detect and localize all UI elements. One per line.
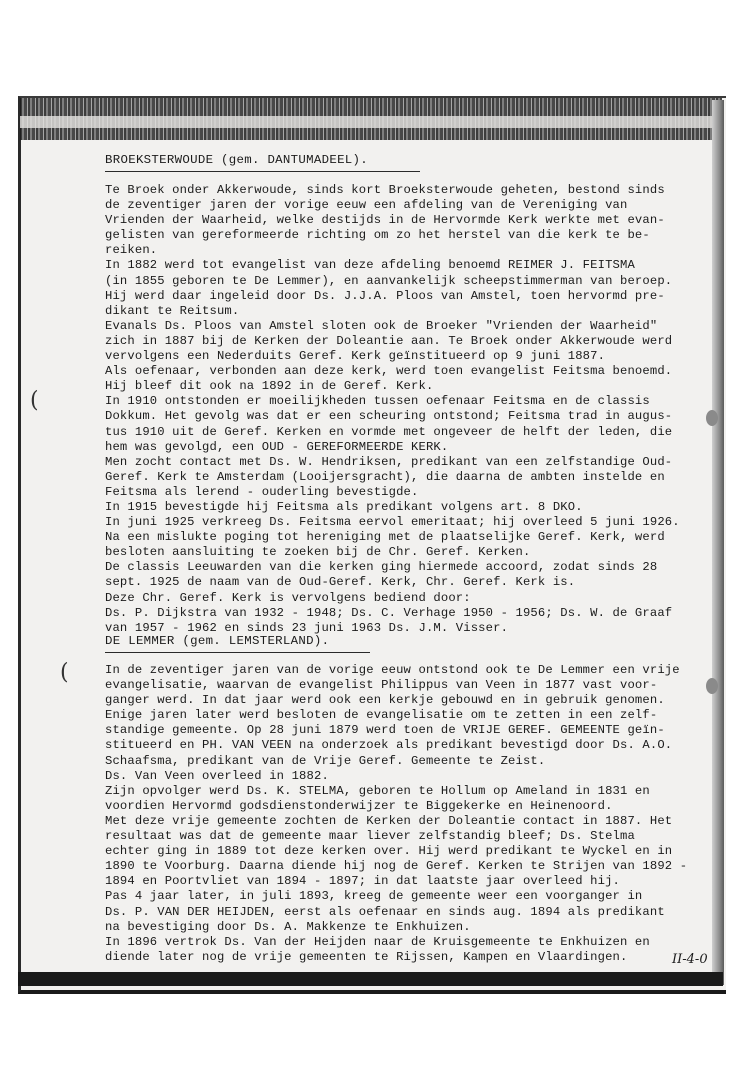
text-line: diende later nog de vrije gemeenten te Rijssen, Kampen en Vlaardingen. bbox=[105, 949, 628, 964]
text-line: Geref. Kerk te Amsterdam (Looijersgracht), die daarna de ambten instelde en bbox=[105, 469, 665, 484]
text-line: echter ging in 1889 tot deze kerken over. Hij werd predikant te Wyckel en in bbox=[105, 844, 673, 859]
text-line: resultaat was dat de gemeente maar liever zelfstandig bleef; Ds. Stelma bbox=[105, 829, 635, 844]
scan-right-edge bbox=[712, 100, 724, 985]
text-line: Ds. P. VAN DER HEIJDEN, eerst als oefenaar en sinds aug. 1894 als predikant bbox=[105, 904, 665, 919]
scan-top-edge-light bbox=[20, 116, 722, 128]
text-line: (in 1855 geboren te De Lemmer), en aanvankelijk scheepstimmerman van beroep. bbox=[105, 273, 673, 288]
text-line: In 1882 werd tot evangelist van deze afdeling benoemd REIMER J. FEITSMA bbox=[105, 258, 635, 273]
text-line: reiken. bbox=[105, 243, 158, 258]
text-line: besloten aansluiting te zoeken bij de Chr. Geref. Kerken. bbox=[105, 545, 531, 560]
text-line: van 1957 - 1962 en sinds 23 juni 1963 Ds. J.M. Visser. bbox=[105, 620, 509, 635]
text-line: In 1915 bevestigde hij Feitsma als predikant volgens art. 8 DKO. bbox=[105, 499, 583, 514]
section-body-broeksterwoude bbox=[105, 183, 710, 636]
text-line: Vrienden der Waarheid, welke destijds in de Hervormde Kerk werkte met evan- bbox=[105, 213, 665, 228]
text-line: Hij bleef dit ook na 1892 in de Geref. Kerk. bbox=[105, 379, 434, 394]
text-line: Met deze vrije gemeente zochten de Kerken der Doleantie contact in 1887. Het bbox=[105, 813, 673, 828]
text-line: In de zeventiger jaren van de vorige eeuw ontstond ook te De Lemmer een vrije bbox=[105, 663, 680, 677]
text-line: tus 1910 uit de Geref. Kerken en vormde met ongeveer de helft der leden, die bbox=[105, 424, 673, 439]
text-line: Ds. Van Veen overleed in 1882. bbox=[105, 768, 329, 783]
text-line: gelisten van gereformeerde richting om zo het herstel van die kerk te be- bbox=[105, 228, 650, 243]
heading-underline bbox=[105, 652, 370, 653]
scan-bottom-edge bbox=[18, 972, 723, 986]
text-line: de zeventiger jaren der vorige eeuw een afdeling van de Vereniging van bbox=[105, 198, 628, 213]
text-line: Na een mislukte poging tot hereniging met de plaatselijke Geref. Kerk, werd bbox=[105, 530, 665, 545]
text-line: 1890 te Voorburg. Daarna diende hij nog de Geref. Kerken te Strijen van 1892 - bbox=[105, 859, 688, 874]
text-line: In 1910 ontstonden er moeilijkheden tussen oefenaar Feitsma en de classis bbox=[105, 394, 650, 409]
text-line: In juni 1925 verkreeg Ds. Feitsma eervol emeritaat; hij overleed 5 juni 1926. bbox=[105, 515, 680, 530]
text-line: dikant te Reitsum. bbox=[105, 303, 240, 318]
text-line: voordien Hervormd godsdienstonderwijzer te Biggekerke en Heinenoord. bbox=[105, 798, 613, 813]
text-line: vervolgens een Nederduits Geref. Kerk geïnstitueerd op 9 juni 1887. bbox=[105, 349, 606, 364]
text-line: ganger werd. In dat jaar werd ook een kerkje gebouwd en in gebruik genomen. bbox=[105, 693, 665, 708]
section-heading-broeksterwoude: BROEKSTERWOUDE (gem. DANTUMADEEL). bbox=[105, 153, 369, 167]
text-line: In 1896 vertrok Ds. Van der Heijden naar de Kruisgemeente te Enkhuizen en bbox=[105, 934, 650, 949]
margin-bracket: ( bbox=[30, 388, 39, 413]
text-line: Dokkum. Het gevolg was dat er een scheuring ontstond; Feitsma trad in augus- bbox=[105, 409, 673, 424]
text-line: Te Broek onder Akkerwoude, sinds kort Broeksterwoude geheten, bestond sinds bbox=[105, 183, 665, 197]
text-line: stitueerd en PH. VAN VEEN na onderzoek als predikant bevestigd door Ds. A.O. bbox=[105, 738, 673, 753]
text-line: De classis Leeuwarden van die kerken ging hiermede accoord, zodat sinds 28 bbox=[105, 560, 658, 575]
text-line: Hij werd daar ingeleid door Ds. J.J.A. Ploos van Amstel, toen hervormd pre- bbox=[105, 288, 665, 303]
section-heading-de-lemmer: DE LEMMER (gem. LEMSTERLAND). bbox=[105, 634, 330, 648]
text-line: Enige jaren later werd besloten de evangelisatie om te zetten in een zelf- bbox=[105, 708, 658, 723]
text-line: 1894 en Poortvliet van 1894 - 1897; in dat laatste jaar overleed hij. bbox=[105, 874, 620, 889]
margin-bracket: ( bbox=[60, 660, 69, 685]
heading-underline bbox=[105, 171, 420, 172]
text-line: evangelisatie, waarvan de evangelist Philippus van Veen in 1877 vast voor- bbox=[105, 678, 658, 693]
text-line: Zijn opvolger werd Ds. K. STELMA, geboren te Hollum op Ameland in 1831 en bbox=[105, 783, 650, 798]
text-line: Men zocht contact met Ds. W. Hendriksen, predikant van een zelfstandige Oud- bbox=[105, 454, 673, 469]
text-line: Ds. P. Dijkstra van 1932 - 1948; Ds. C. Verhage 1950 - 1956; Ds. W. de Graaf bbox=[105, 605, 673, 620]
text-line: Schaafsma, predikant van de Vrije Geref. Gemeente te Zeist. bbox=[105, 753, 546, 768]
text-line: standige gemeente. Op 28 juni 1879 werd toen de VRIJE GEREF. GEMEENTE geïn- bbox=[105, 723, 665, 738]
page-marker: II-4-0 bbox=[672, 952, 708, 967]
text-line: sept. 1925 de naam van de Oud-Geref. Kerk, Chr. Geref. Kerk is. bbox=[105, 575, 576, 590]
section-body-de-lemmer bbox=[105, 663, 710, 965]
text-line: Deze Chr. Geref. Kerk is vervolgens bediend door: bbox=[105, 590, 471, 605]
text-line: Feitsma als lerend - ouderling bevestigde. bbox=[105, 484, 419, 499]
text-line: Als oefenaar, verbonden aan deze kerk, werd toen evangelist Feitsma benoemd. bbox=[105, 364, 673, 379]
text-line: Evanals Ds. Ploos van Amstel sloten ook de Broeker "Vrienden der Waarheid" bbox=[105, 318, 658, 333]
text-line: Pas 4 jaar later, in juli 1893, kreeg de gemeente weer een voorganger in bbox=[105, 889, 643, 904]
text-line: na bevestiging door Ds. A. Makkenze te Enkhuizen. bbox=[105, 919, 471, 934]
text-line: hem was gevolgd, een OUD - GEREFORMEERDE KERK. bbox=[105, 439, 449, 454]
text-line: zich in 1887 bij de Kerken der Doleantie aan. Te Broek onder Akkerwoude werd bbox=[105, 333, 673, 348]
